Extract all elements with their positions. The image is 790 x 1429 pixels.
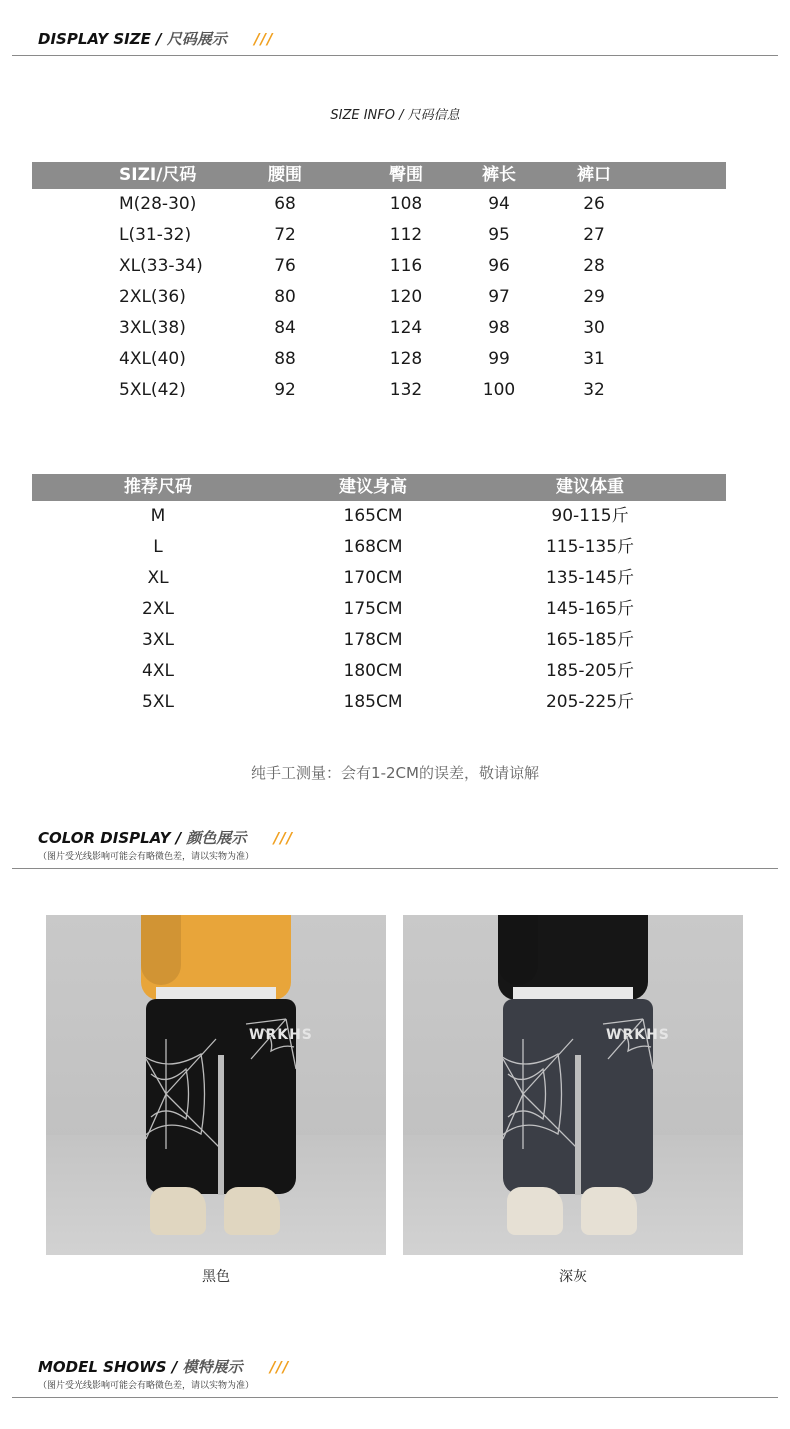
cell-size: L(31-32) xyxy=(119,225,192,245)
color-caption: 黑色 xyxy=(202,1269,230,1285)
measurement-table-header: SIZI/尺码 腰围 臀围 裤长 裤口 xyxy=(32,162,726,189)
table-row: 3XL 178CM 165-185斤 xyxy=(142,630,635,650)
product-photo xyxy=(403,915,743,1255)
section-divider xyxy=(12,868,778,869)
decorative-slashes: /// xyxy=(269,1358,290,1376)
recommendation-table-header: 推荐尺码 建议身高 建议体重 xyxy=(32,474,726,501)
table-row: 5XL(42) 92 132 100 32 xyxy=(32,375,726,406)
header-size: SIZI/尺码 xyxy=(119,165,197,185)
table-row: L(31-32) 72 112 95 27 xyxy=(32,220,726,251)
cell-size: 3XL(38) xyxy=(119,318,186,338)
color-display-title-cn: 颜色展示 xyxy=(186,829,247,847)
display-size-title xyxy=(38,28,274,49)
table-row: XL(33-34) 76 116 96 28 xyxy=(32,251,726,282)
size-info-heading: SIZE INFO / 尺码信息 xyxy=(330,108,460,123)
table-row: 5XL 185CM 205-225斤 xyxy=(142,692,635,712)
table-row: 3XL(38) 84 124 98 30 xyxy=(32,313,726,344)
cell-size: XL(33-34) xyxy=(119,256,203,276)
cell-size: 2XL(36) xyxy=(119,287,186,307)
table-row: 4XL 180CM 185-205斤 xyxy=(142,661,635,681)
measurement-note: 纯手工测量：会有1-2CM的误差，敬请谅解 xyxy=(251,764,539,782)
model-shows-title-en: MODEL SHOWS xyxy=(38,1358,167,1376)
model-shows-title-cn: 模特展示 xyxy=(182,1358,243,1376)
table-row: M(28-30) 68 108 94 26 xyxy=(32,189,726,220)
title-separator: / xyxy=(156,30,162,48)
model-shows-title xyxy=(38,1356,289,1377)
table-row: 2XL 175CM 145-165斤 xyxy=(142,599,635,619)
display-size-title-en: DISPLAY SIZE xyxy=(38,30,151,48)
table-row: 2XL(36) 80 120 97 29 xyxy=(32,282,726,313)
decorative-slashes: /// xyxy=(273,829,294,847)
decorative-slashes: /// xyxy=(254,30,274,48)
display-size-title-cn: 尺码展示 xyxy=(166,30,227,48)
product-photo xyxy=(46,915,386,1255)
recommendation-table xyxy=(32,474,726,718)
table-row: M 165CM 90-115斤 xyxy=(150,506,629,526)
pants-brand-print: WRKHS xyxy=(249,1027,313,1043)
color-caption: 深灰 xyxy=(559,1269,587,1285)
title-separator: / xyxy=(171,1358,178,1376)
cell-size: 4XL(40) xyxy=(119,349,186,369)
color-display-title xyxy=(38,827,293,848)
section-divider xyxy=(12,1397,778,1398)
color-display-note: （图片受光线影响可能会有略微色差，请以实物为准） xyxy=(38,852,255,862)
model-shows-note: （图片受光线影响可能会有略微色差，请以实物为准） xyxy=(38,1381,255,1391)
table-row: XL 170CM 135-145斤 xyxy=(147,568,635,588)
cell-size: 5XL(42) xyxy=(119,380,186,400)
section-divider xyxy=(12,55,778,56)
pants-brand-print: WRKHS xyxy=(606,1027,670,1043)
table-row: 4XL(40) 88 128 99 31 xyxy=(32,344,726,375)
cell-size: M(28-30) xyxy=(119,194,197,214)
title-separator: / xyxy=(175,829,182,847)
color-display-title-en: COLOR DISPLAY xyxy=(38,829,171,847)
measurement-table xyxy=(32,162,726,406)
table-row: L 168CM 115-135斤 xyxy=(153,537,635,557)
